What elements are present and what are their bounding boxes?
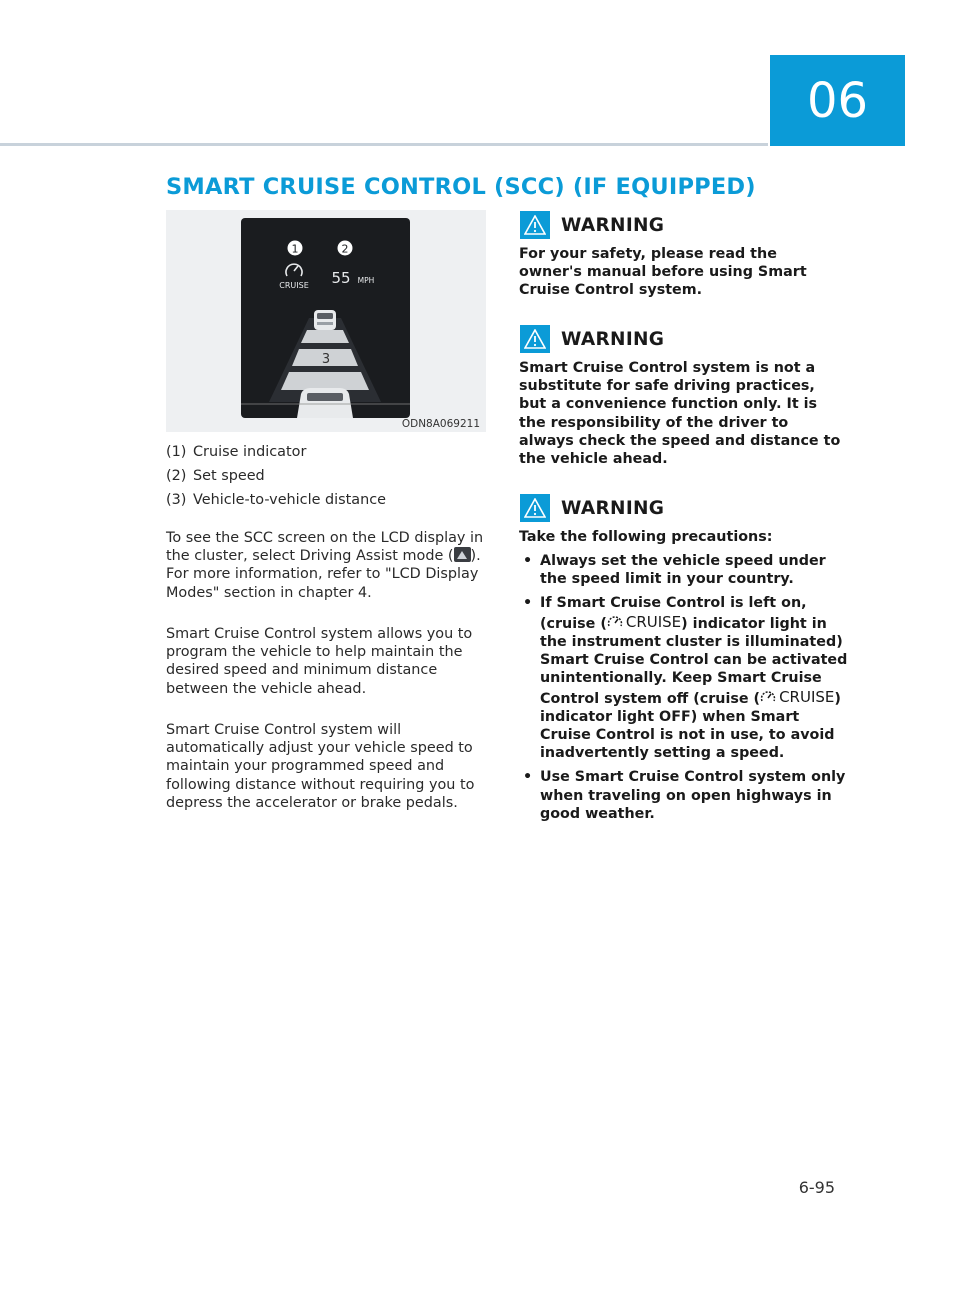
bullet-marker: • bbox=[523, 595, 533, 612]
legend-num: (1) bbox=[166, 444, 187, 460]
callout-3: 3 bbox=[321, 352, 331, 367]
callout-2: 2 bbox=[341, 242, 349, 256]
bullet-text: If Smart Cruise Control is left on, (cruise ( bbox=[540, 595, 807, 632]
warning-label: WARNING bbox=[561, 497, 665, 519]
paragraph-scc-overview: Smart Cruise Control system allows you to program the vehicle to help maintain the desired speed and minimum distance between the vehicle ahead. bbox=[166, 626, 473, 697]
list-item bbox=[166, 440, 496, 464]
bullet-marker: • bbox=[523, 553, 533, 569]
list-item bbox=[166, 488, 496, 512]
legend-text: Vehicle-to-vehicle distance bbox=[193, 492, 386, 508]
bullet-marker: • bbox=[523, 769, 533, 786]
warning-label: WARNING bbox=[561, 214, 665, 236]
cruise-gauge-icon bbox=[286, 264, 302, 276]
section-title: SMART CRUISE CONTROL (SCC) (IF EQUIPPED) bbox=[166, 174, 756, 200]
bullet-text: Always set the vehicle speed under the speed limit in your country. bbox=[540, 553, 826, 588]
distance-bar bbox=[301, 330, 349, 343]
lcd-cruise-label: CRUISE bbox=[279, 281, 309, 290]
lcd-set-speed: 55 bbox=[331, 269, 351, 287]
cruise-gauge-icon bbox=[760, 690, 776, 704]
paragraph-text: ). For more information, refer to "LCD Display Modes" section in chapter 4. bbox=[166, 548, 481, 601]
lcd-speed-unit: MPH bbox=[357, 276, 375, 285]
lcd-illustration bbox=[241, 218, 410, 418]
legend-num: (3) bbox=[166, 492, 187, 508]
cruise-gauge-icon bbox=[607, 615, 623, 629]
warning-heading bbox=[520, 494, 664, 522]
warning-triangle-icon bbox=[520, 211, 550, 239]
cruise-word: CRUISE bbox=[625, 612, 682, 631]
precautions-list bbox=[519, 552, 849, 829]
cluster-figure bbox=[166, 210, 486, 432]
bullet-text: Use Smart Cruise Control system only when traveling on open highways in good weather. bbox=[540, 769, 846, 822]
lcd-display bbox=[241, 218, 410, 418]
bullet-text: ) indicator light in the instrument cluster is illuminated) Smart Cruise Control can be activated unintentionally. Keep Smart Cruise Control system off (cruise ( bbox=[540, 615, 848, 707]
warning-heading bbox=[520, 325, 664, 353]
paragraph-lcd-display bbox=[166, 529, 491, 602]
chapter-tab: 06 bbox=[770, 55, 905, 146]
warning-text: For your safety, please read the owner's manual before using Smart Cruise Control system. bbox=[519, 246, 807, 299]
cruise-indicator bbox=[607, 613, 681, 631]
callout-1: 1 bbox=[291, 242, 299, 256]
list-item bbox=[519, 768, 849, 823]
warning-intro: Take the following precautions: bbox=[519, 529, 773, 545]
warning-triangle-icon bbox=[520, 325, 550, 353]
warning-label: WARNING bbox=[561, 328, 665, 350]
page-number: 6-95 bbox=[798, 1178, 835, 1197]
distance-bar bbox=[281, 372, 369, 390]
legend-text: Set speed bbox=[193, 468, 265, 484]
legend-text: Cruise indicator bbox=[193, 444, 307, 460]
vehicle-ahead-icon bbox=[314, 310, 336, 330]
figure-code: ODN8A069211 bbox=[401, 418, 480, 430]
list-item bbox=[519, 552, 849, 588]
list-item bbox=[166, 464, 496, 488]
warning-text: Smart Cruise Control system is not a substitute for safe driving practices, but a convenience function only. It is the responsibility of the driver to always check the speed and distance to the vehicle ahead. bbox=[519, 360, 841, 468]
warning-heading bbox=[520, 211, 664, 239]
figure-legend bbox=[166, 440, 496, 512]
own-vehicle-icon bbox=[297, 388, 353, 418]
legend-num: (2) bbox=[166, 468, 187, 484]
cruise-word: CRUISE bbox=[779, 687, 835, 706]
list-item bbox=[519, 594, 849, 762]
paragraph-scc-adjust: Smart Cruise Control system will automatically adjust your vehicle speed to maintain your programmed speed and following distance without requiring you to depress the accelerator or brake pedals. bbox=[166, 722, 475, 811]
warning-triangle-icon bbox=[520, 494, 550, 522]
cruise-indicator bbox=[760, 688, 834, 706]
header-rule bbox=[0, 143, 768, 146]
driving-assist-mode-icon bbox=[454, 547, 471, 562]
bullet-text: ) indicator light OFF) when Smart Cruise Control is not in use, to avoid inadvertently setting a speed. bbox=[540, 690, 841, 762]
paragraph-text: To see the SCC screen on the LCD display in the cluster, select Driving Assist mode ( bbox=[166, 530, 484, 565]
